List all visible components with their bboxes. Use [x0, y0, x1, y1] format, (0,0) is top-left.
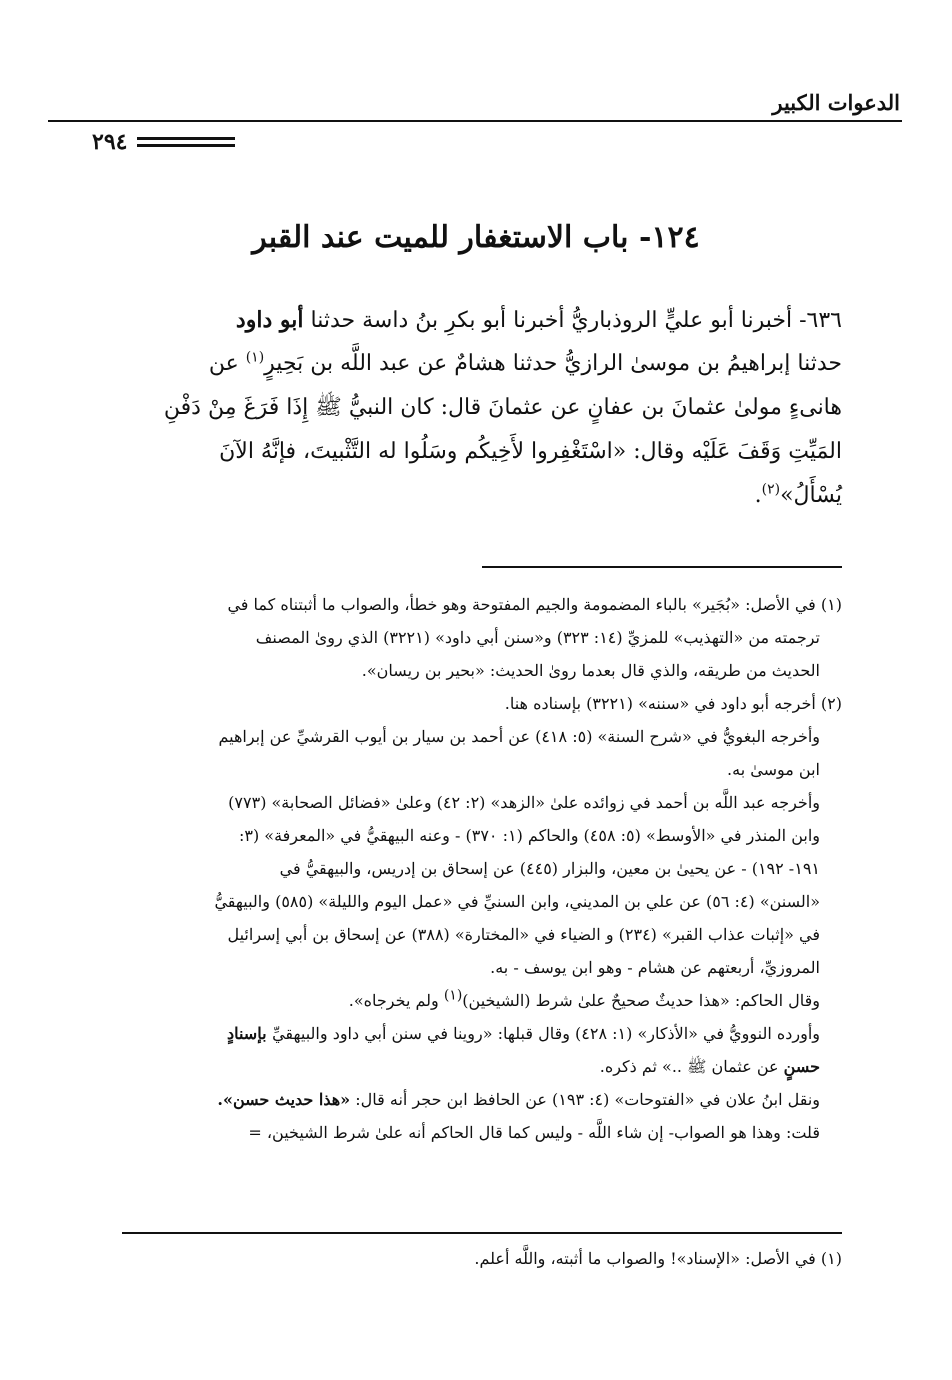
footnote-marker: (٢)	[761, 481, 781, 498]
hadith-isnad-start: ٦٣٦- أخبرنا أبو عليٍّ الروذباريُّ أخبرنا أبو بكرِ بنُ داسة حدثنا	[310, 308, 842, 333]
footnote-separator	[482, 566, 842, 568]
page-number-ornament	[137, 137, 235, 147]
footnotes	[112, 588, 842, 1149]
sub-footnote-separator	[122, 1232, 842, 1234]
chapter-heading: ١٢٤- باب الاستغفار للميت عند القبر	[252, 220, 700, 255]
footnote-line: وأخرجه عبد اللَّه بن أحمد في زوائده علىٰ «الزهد» (٢: ٤٢) وعلىٰ «فضائل الصحابة» (٧٧٣)	[228, 793, 820, 812]
footnote-text: وأورده النوويُّ في «الأذكار» (١: ٤٢٨) وقال قبلها: «روينا في سنن أبي داود والبيهقيِّ	[272, 1024, 820, 1043]
hadith-text	[122, 298, 842, 518]
footnote-text: عن عثمان ﷺ ..» ثم ذكره.	[599, 1057, 784, 1076]
footnote-line: المروزيِّ، أربعتهم عن هشام - وهو ابن يوسف - به.	[490, 958, 820, 977]
hadith-matn-end: يُسْأَلُ»	[780, 483, 842, 508]
hadith-line: المَيِّتِ وَقَفَ عَلَيْه وقال: «اسْتَغْفِروا لأَخِيكُم وسَلُوا له التَّثْبيتَ، فإنَّهُ الآنَ	[219, 439, 842, 464]
hadith-line	[122, 474, 842, 518]
footnote-line: وأخرجه البغويُّ في «شرح السنة» (٥: ٤١٨) عن أحمد بن سيار بن أيوب القرشيِّ عن إبراهيم	[218, 727, 820, 746]
hadith-line	[122, 298, 842, 342]
ornament-line	[137, 144, 235, 147]
header-rule	[48, 120, 902, 122]
footnote-line: «السنن» (٤: ٥٦) عن علي بن المديني، وابن السنيِّ في «عمل اليوم والليلة» (٥٨٥) والبيهقيُّ	[214, 892, 820, 911]
footnote-line: ترجمته من «التهذيب» للمزيِّ (١٤: ٣٢٣) و«سنن أبي داود» (٣٢٢١) الذي روىٰ المصنف	[255, 628, 820, 647]
page-number: ٢٩٤	[92, 129, 128, 155]
footnote-bold-text: بإسنادٍ	[226, 1024, 273, 1043]
footnote-marker: (١)	[245, 349, 265, 366]
footnote-line: (٢) أخرجه أبو داود في «سننه» (٣٢٢١) بإسناده هنا.	[504, 694, 842, 713]
footnote-text: وقال الحاكم: «هذا حديثٌ صحيحٌ علىٰ شرط (الشيخين)	[462, 991, 820, 1010]
narrator-name: أبو داود	[235, 307, 304, 333]
running-title: الدعوات الكبير	[772, 90, 900, 115]
hadith-line	[122, 342, 842, 386]
footnote-line: ١٩١- ١٩٢) - عن يحيىٰ بن معين، والبزار (٤٤٥) عن إسحاق بن إدريس، والبيهقيُّ في	[279, 859, 820, 878]
footnote-line: في «إثبات عذاب القبر» (٢٣٤) و الضياء في «المختارة» (٣٨٨) عن إسحاق بن أبي إسرائيل	[227, 925, 820, 944]
footnote-text: ولم يخرجاه».	[348, 991, 444, 1010]
footnote-line: وابن المنذر في «الأوسط» (٥: ٤٥٨) والحاكم (١: ٣٧٠) - وعنه البيهقيُّ في «المعرفة» (٣:	[238, 826, 820, 845]
hadith-period: .	[754, 483, 762, 508]
page-number-block	[92, 130, 235, 154]
footnote-line	[112, 1083, 842, 1116]
footnote-line	[112, 1017, 842, 1050]
footnote-line	[112, 1050, 842, 1083]
footnote-line	[112, 984, 842, 1017]
footnote-line: قلت: وهذا هو الصواب- إن شاء اللَّه - وليس كما قال الحاكم أنه علىٰ شرط الشيخين، =	[248, 1123, 820, 1142]
hadith-isnad: حدثنا إبراهيمُ بن موسىٰ الرازيُّ حدثنا هشامٌ عن عبد اللَّه بن بَحِيرٍ	[264, 351, 842, 376]
hadith-isnad-end: عن	[208, 351, 246, 376]
footnote-bold-text: حسنٍ	[783, 1057, 820, 1076]
ornament-line	[137, 137, 235, 140]
footnote-line: ابن موسىٰ به.	[727, 760, 820, 779]
footnote-text: ونقل ابنُ علان في «الفتوحات» (٤: ١٩٣) عن الحافظ ابن حجر أنه قال:	[350, 1090, 820, 1109]
sub-footnote: (١) في الأصل: «الإسناد»! والصواب ما أثبته، واللَّه أعلم.	[474, 1249, 842, 1268]
footnote-line: (١) في الأصل: «بُجَير» بالباء المضمومة والجيم المفتوحة وهو خطأ، والصواب ما أثبتناه كما في	[227, 595, 842, 614]
footnote-line: الحديث من طريقه، والذي قال بعدما روىٰ الحديث: «بحير بن ريسان».	[361, 661, 820, 680]
footnote-marker: (١)	[443, 987, 463, 1004]
footnote-bold-text: «هذا حديث حسن».	[217, 1090, 351, 1109]
hadith-line: هانىءٍ مولىٰ عثمانَ بن عفانٍ عن عثمانَ قال: كان النبيُّ ﷺ إِذَا فَرَغَ مِنْ دَفْنِ	[163, 395, 842, 420]
